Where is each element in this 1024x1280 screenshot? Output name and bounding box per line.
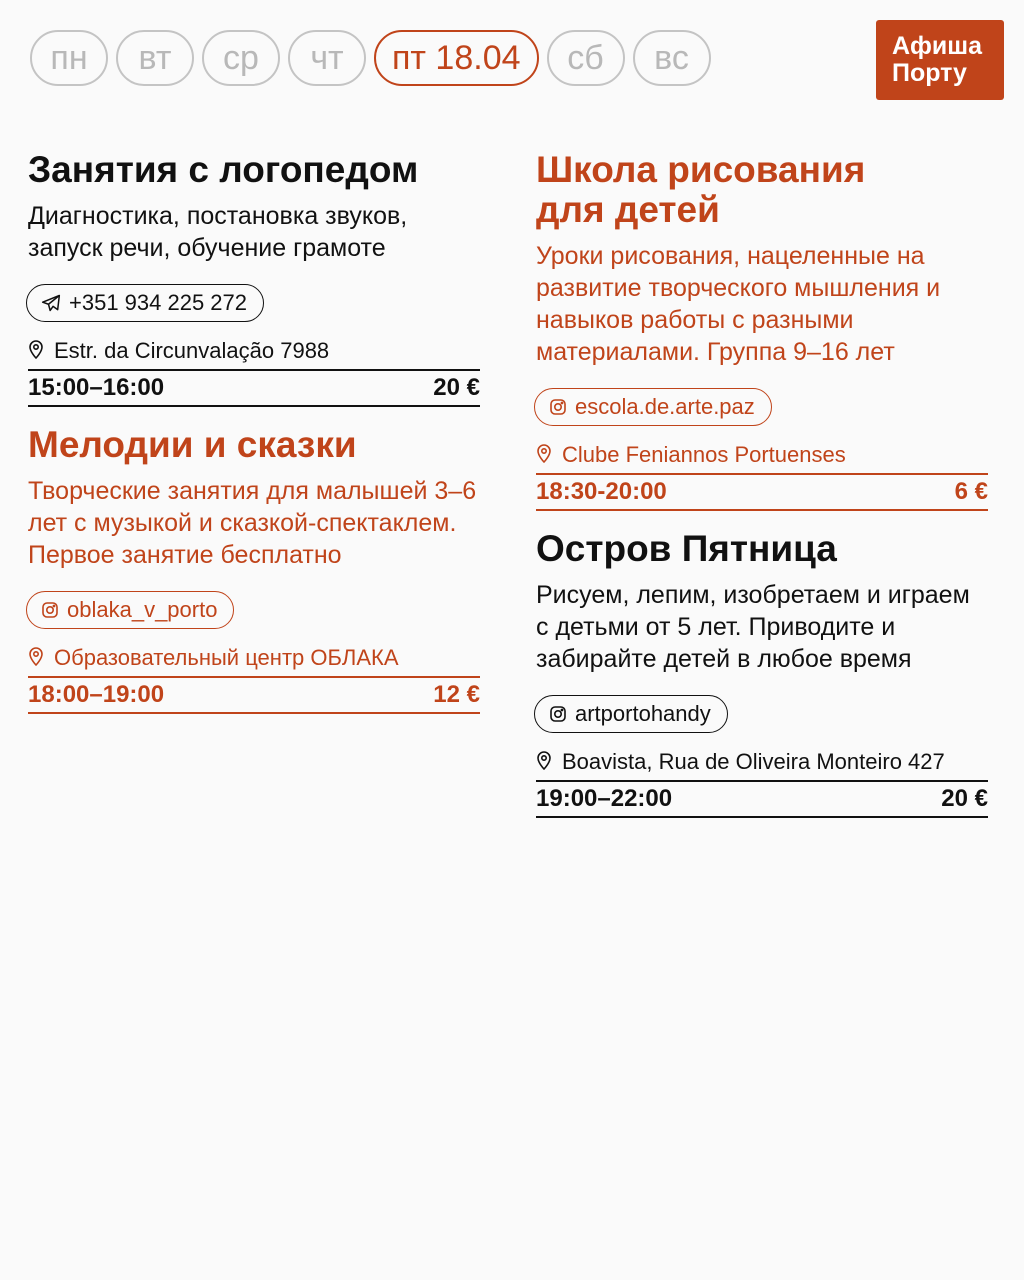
contact-label: artportohandy [575, 701, 711, 726]
event-footer [536, 473, 988, 511]
day-sun[interactable]: вс [633, 30, 711, 86]
contact-label: oblaka_v_porto [67, 597, 218, 622]
logo-line-1: Афиша [892, 32, 983, 60]
event-card-drawing [536, 150, 988, 511]
event-footer [536, 780, 988, 818]
event-title: Остров Пятница [536, 528, 837, 569]
event-time: 18:30-20:00 [536, 478, 667, 505]
event-address [28, 336, 480, 365]
contact-pill[interactable] [26, 284, 264, 322]
left-column [28, 150, 480, 732]
contact-pill[interactable] [26, 591, 234, 629]
day-sat[interactable]: сб [547, 30, 625, 86]
logo-line-2: Порту [892, 59, 967, 87]
day-tue[interactable]: вт [116, 30, 194, 86]
instagram-icon [41, 601, 59, 619]
address-text: Estr. da Circunvalação 7988 [54, 338, 330, 363]
day-wed[interactable]: ср [202, 30, 280, 86]
location-pin-icon [28, 336, 46, 365]
event-price: 20 € [941, 785, 988, 812]
event-address [536, 747, 988, 776]
event-description: Творческие занятия для малышей 3–6 лет с музыкой и сказкой-спектаклем. Первое занятие бесплатно [28, 477, 477, 569]
instagram-icon [549, 398, 567, 416]
event-card-speech [28, 150, 480, 407]
event-address [536, 440, 988, 469]
event-description: Рисуем, лепим, изобретаем и играем с детьми от 5 лет. Приводите и забирайте детей в любое время [536, 581, 970, 673]
day-fri-selected[interactable]: пт 18.04 [374, 30, 539, 86]
event-title: Мелодии и сказки [28, 424, 357, 465]
contact-pill[interactable] [534, 388, 772, 426]
event-title: Занятия с логопедом [28, 149, 419, 190]
event-title: Школа рисования для детей [536, 149, 866, 230]
location-pin-icon [536, 440, 554, 469]
event-price: 20 € [433, 374, 480, 401]
instagram-icon [549, 705, 567, 723]
event-description: Уроки рисования, нацеленные на развитие творческого мышления и навыков работы с разными материалами. Группа 9–16 лет [536, 242, 941, 366]
event-footer [28, 369, 480, 407]
contact-label: escola.de.arte.paz [575, 394, 755, 419]
contact-pill[interactable] [534, 695, 728, 733]
event-footer [28, 676, 480, 714]
location-pin-icon [28, 643, 46, 672]
event-price: 6 € [954, 478, 988, 505]
event-time: 19:00–22:00 [536, 785, 673, 812]
event-time: 15:00–16:00 [28, 374, 165, 401]
event-card-melodies [28, 425, 480, 714]
telegram-icon [41, 293, 61, 313]
day-selector [30, 30, 711, 86]
day-thu[interactable]: чт [288, 30, 366, 86]
event-card-friday-island [536, 529, 988, 818]
event-description: Диагностика, постановка звуков, запуск речи, обучение грамоте [28, 202, 408, 262]
event-address [28, 643, 480, 672]
event-time: 18:00–19:00 [28, 681, 165, 708]
address-text: Образовательный центр ОБЛАКА [54, 645, 399, 670]
event-price: 12 € [433, 681, 480, 708]
location-pin-icon [536, 747, 554, 776]
contact-label: +351 934 225 272 [69, 290, 248, 315]
right-column [536, 150, 988, 836]
day-mon[interactable]: пн [30, 30, 108, 86]
address-text: Clube Feniannos Portuenses [562, 442, 846, 467]
address-text: Boavista, Rua de Oliveira Monteiro 427 [562, 749, 945, 774]
afisha-porto-logo [876, 20, 1004, 100]
